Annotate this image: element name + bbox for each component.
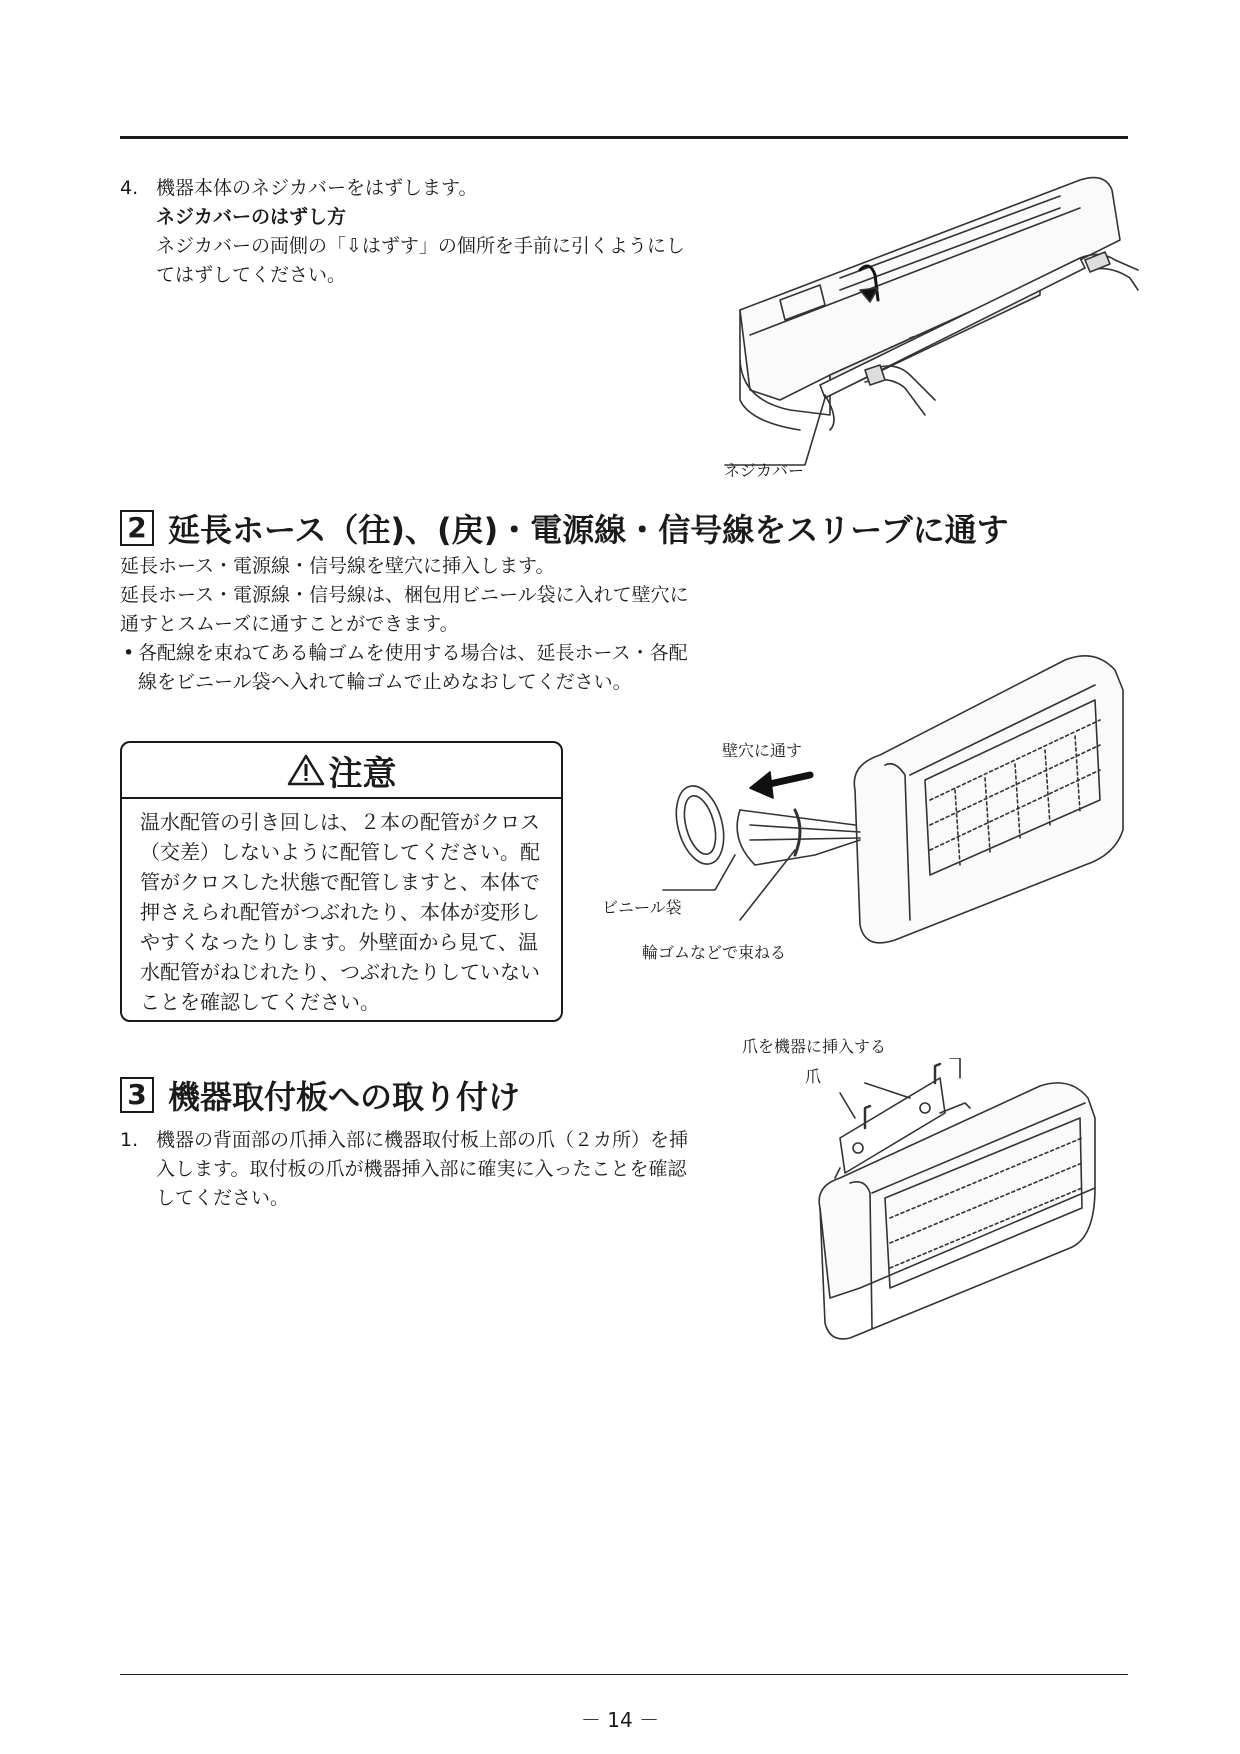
section-2-bullet (120, 639, 690, 697)
step-4 (120, 174, 700, 290)
page-number: － 14 － (580, 1708, 660, 1732)
section-3-title: 機器取付板への取り付け (168, 1078, 521, 1116)
rubber-band-label: 輪ゴムなどで束ねる (642, 943, 787, 962)
sleeve-illustration (655, 640, 1125, 960)
step-4-text: 機器本体のネジカバーをはずします。 (156, 177, 478, 199)
section-3-number: 3 (120, 1077, 154, 1113)
caution-text: 温水配管の引き回しは、２本の配管がクロス（交差）しないように配管してください。配管がクロスした状態で配管しますと、本体で押さえられ配管がつぶれたり、本体が変形しやすくなったりします。外壁面から見て、温水配管がねじれたり、つぶれたりしていないことを確認してください。 (140, 810, 540, 1014)
section-2-paragraph-2: 延長ホース・電源線・信号線は、梱包用ビニール袋に入れて壁穴に通すとスムーズに通すことができます。 (120, 584, 689, 635)
section-3-step-text: 機器の背面部の爪挿入部に機器取付板上部の爪（２カ所）を挿入します。取付板の爪が機器挿入部に確実に入ったことを確認してください。 (156, 1129, 689, 1209)
plastic-bag-label: ビニール袋 (602, 898, 682, 917)
mounting-plate-illustration (810, 1058, 1110, 1358)
caution-header (122, 743, 561, 799)
section-2-paragraph-1: 延長ホース・電源線・信号線を壁穴に挿入します。 (120, 555, 555, 577)
section-2-heading (120, 505, 1009, 551)
screw-cover-label: ネジカバー (724, 461, 805, 480)
caution-box (120, 741, 563, 1022)
top-rule (120, 136, 1128, 139)
step-4-number: 4. (120, 177, 139, 199)
section-2-body (120, 552, 690, 697)
section-3-step-number: 1. (120, 1129, 139, 1151)
screw-cover-illustration (720, 160, 1140, 490)
step-4-subheading: ネジカバーのはずし方 (156, 206, 347, 228)
section-2-title: 延長ホース（往)、(戻)・電源線・信号線をスリーブに通す (168, 511, 1009, 549)
section-2-number: 2 (120, 510, 154, 546)
caution-title: 注意 (328, 753, 397, 794)
bottom-rule (120, 1674, 1128, 1675)
insert-claw-label: 爪を機器に挿入する (742, 1037, 887, 1056)
wall-hole-label: 壁穴に通す (722, 741, 803, 760)
step-4-instructions: ネジカバーの両側の「⇩はずす」の個所を手前に引くようにしてはずしてください。 (156, 235, 685, 286)
section-2-bullet-text: 各配線を束ねてある輪ゴムを使用する場合は、延長ホース・各配線をビニール袋へ入れて輪ゴムで止めなおしてください。 (138, 642, 688, 693)
warning-triangle-icon (287, 753, 325, 787)
section-3-step-1 (120, 1126, 700, 1213)
section-3-heading (120, 1072, 520, 1118)
claw-label: 爪 (805, 1067, 822, 1086)
bullet-mark: • (123, 642, 135, 664)
